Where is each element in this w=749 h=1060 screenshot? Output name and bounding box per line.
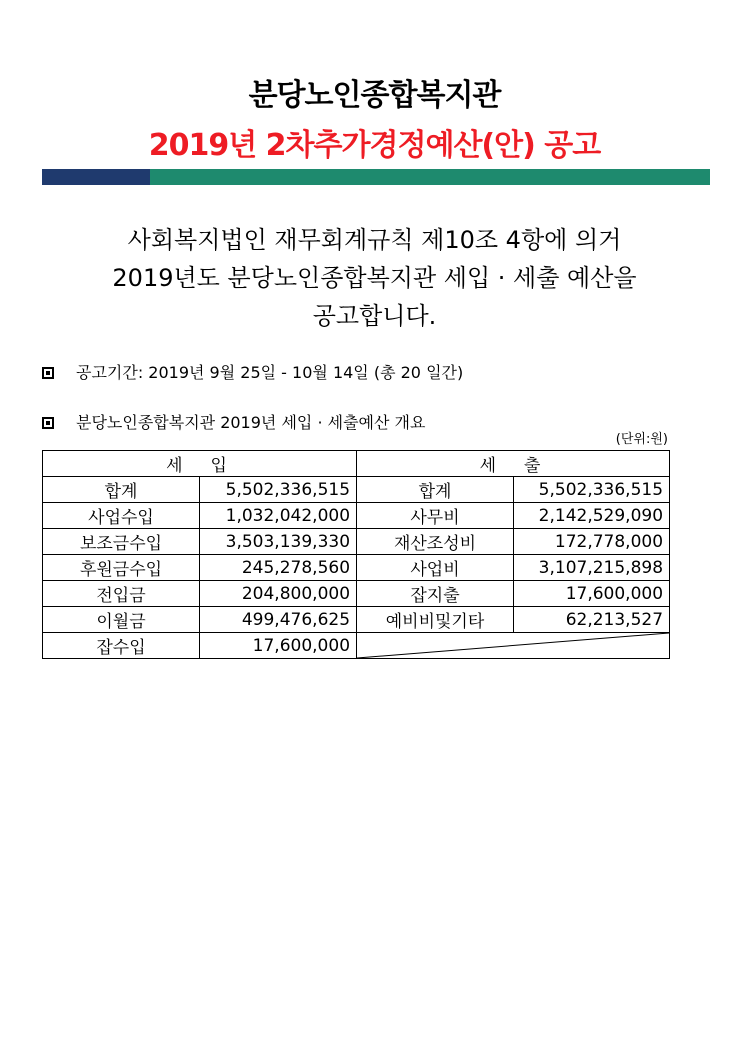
expense-label: 사업비 [357, 555, 514, 581]
unit-label: (단위:원) [615, 432, 668, 447]
revenue-header: 세입 [43, 451, 357, 477]
square-bullet-icon [42, 417, 54, 429]
notice-period [42, 362, 463, 384]
revenue-label: 이월금 [43, 607, 200, 633]
revenue-label: 후원금수입 [43, 555, 200, 581]
table-row [43, 477, 670, 503]
revenue-amount: 245,278,560 [200, 555, 357, 581]
revenue-amount: 204,800,000 [200, 581, 357, 607]
summary-heading [42, 412, 425, 434]
notice-title: 2019년 2차추가경정예산(안) 공고 [148, 128, 601, 163]
revenue-label: 전입금 [43, 581, 200, 607]
table-row [43, 633, 670, 659]
revenue-label: 합계 [43, 477, 200, 503]
expense-amount: 5,502,336,515 [514, 477, 670, 503]
revenue-amount: 499,476,625 [200, 607, 357, 633]
revenue-label: 사업수입 [43, 503, 200, 529]
expense-header: 세출 [357, 451, 670, 477]
intro-line-1: 사회복지법인 재무회계규칙 제10조 4항에 의거 [127, 226, 622, 254]
empty-slashed-cell [357, 633, 670, 659]
summary-heading-text: 분당노인종합복지관 2019년 세입 · 세출예산 개요 [76, 413, 426, 432]
table-row [43, 503, 670, 529]
revenue-amount: 17,600,000 [200, 633, 357, 659]
expense-label: 잡지출 [357, 581, 514, 607]
table-header-row [43, 451, 670, 477]
diagonal-slash [357, 633, 669, 658]
notice-period-text: 공고기간: 2019년 9월 25일 - 10월 14일 (총 20 일간) [76, 363, 464, 382]
revenue-amount: 1,032,042,000 [200, 503, 357, 529]
revenue-amount: 5,502,336,515 [200, 477, 357, 503]
table-row [43, 607, 670, 633]
expense-amount: 172,778,000 [514, 529, 670, 555]
table-row [43, 581, 670, 607]
expense-amount: 3,107,215,898 [514, 555, 670, 581]
header-rule-green [150, 169, 710, 185]
header-rule-navy [42, 169, 150, 185]
expense-label: 예비비및기타 [357, 607, 514, 633]
budget-table [42, 450, 670, 659]
intro-line-3: 공고합니다. [312, 302, 437, 330]
square-bullet-icon [42, 367, 54, 379]
expense-amount: 62,213,527 [514, 607, 670, 633]
expense-label: 합계 [357, 477, 514, 503]
org-title: 분당노인종합복지관 [248, 78, 501, 113]
expense-label: 재산조성비 [357, 529, 514, 555]
revenue-label: 보조금수입 [43, 529, 200, 555]
table-row [43, 555, 670, 581]
table-row [43, 529, 670, 555]
revenue-label: 잡수입 [43, 633, 200, 659]
revenue-amount: 3,503,139,330 [200, 529, 357, 555]
intro-line-2: 2019년도 분당노인종합복지관 세입 · 세출 예산을 [112, 264, 637, 292]
expense-label: 사무비 [357, 503, 514, 529]
expense-amount: 17,600,000 [514, 581, 670, 607]
expense-amount: 2,142,529,090 [514, 503, 670, 529]
